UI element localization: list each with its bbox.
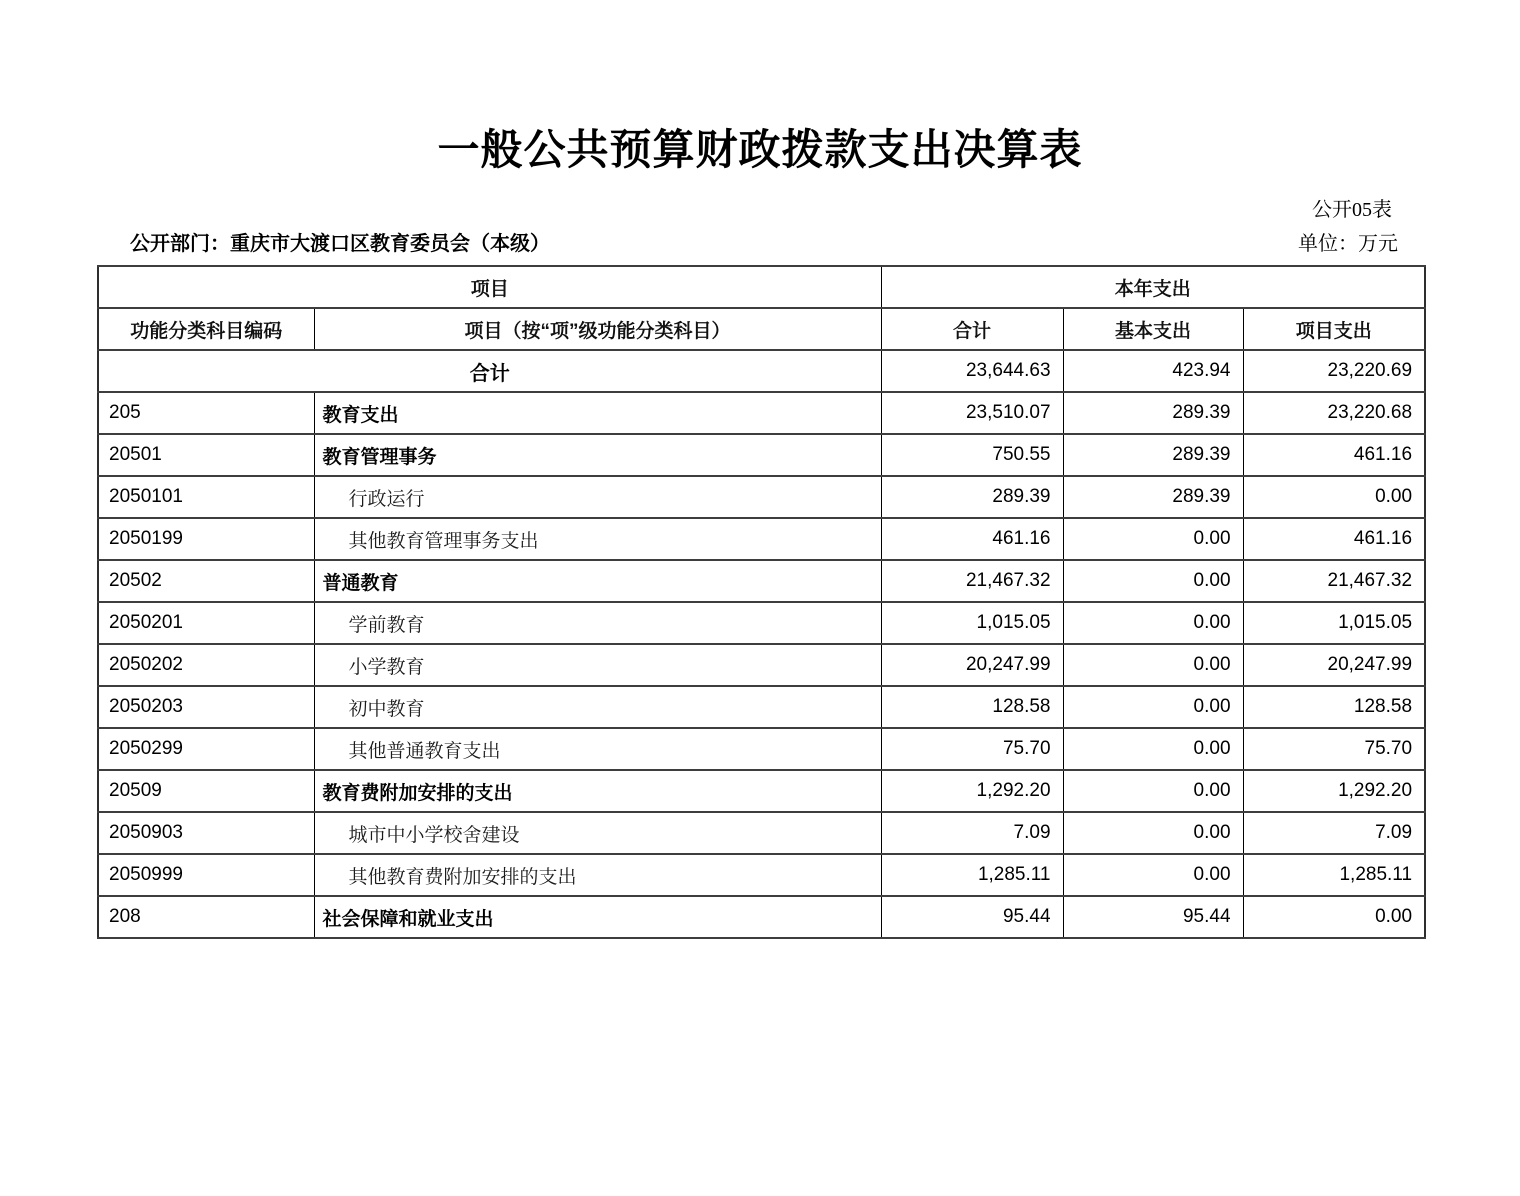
table-row (98, 644, 1425, 686)
name-cell: 小学教育 (314, 644, 881, 686)
name-cell: 其他教育费附加安排的支出 (314, 854, 881, 896)
header-expenditure-group: 本年支出 (881, 266, 1425, 308)
table-body (98, 350, 1425, 938)
header-col-project: 项目支出 (1243, 308, 1425, 350)
project-cell: 1,285.11 (1243, 854, 1425, 896)
basic-cell: 0.00 (1063, 644, 1243, 686)
table-row (98, 434, 1425, 476)
basic-cell: 289.39 (1063, 476, 1243, 518)
code-cell: 2050203 (98, 686, 314, 728)
meta-row (97, 230, 1424, 258)
table-row (98, 896, 1425, 938)
unit-label: 单位：万元 (1298, 233, 1398, 255)
header-row-groups (98, 266, 1425, 308)
table-row (98, 686, 1425, 728)
project-cell: 0.00 (1243, 896, 1425, 938)
table-row (98, 728, 1425, 770)
name-cell: 教育管理事务 (314, 434, 881, 476)
total-cell: 21,467.32 (881, 560, 1063, 602)
basic-cell: 0.00 (1063, 602, 1243, 644)
table-row (98, 560, 1425, 602)
total-cell: 20,247.99 (881, 644, 1063, 686)
name-cell: 行政运行 (314, 476, 881, 518)
name-cell: 城市中小学校舍建设 (314, 812, 881, 854)
total-cell: 95.44 (881, 896, 1063, 938)
code-cell: 2050101 (98, 476, 314, 518)
total-cell: 23,644.63 (881, 350, 1063, 392)
document-page (0, 122, 1520, 1196)
code-cell: 208 (98, 896, 314, 938)
code-cell: 20509 (98, 770, 314, 812)
name-cell: 普通教育 (314, 560, 881, 602)
project-cell: 461.16 (1243, 518, 1425, 560)
table-row (98, 602, 1425, 644)
header-row-columns (98, 308, 1425, 350)
meta-block (97, 196, 1424, 258)
total-cell: 461.16 (881, 518, 1063, 560)
basic-cell: 0.00 (1063, 560, 1243, 602)
code-cell: 2050201 (98, 602, 314, 644)
code-cell: 2050999 (98, 854, 314, 896)
project-cell: 1,292.20 (1243, 770, 1425, 812)
table-row (98, 518, 1425, 560)
name-cell: 其他普通教育支出 (314, 728, 881, 770)
name-cell: 教育费附加安排的支出 (314, 770, 881, 812)
project-cell: 0.00 (1243, 476, 1425, 518)
basic-cell: 289.39 (1063, 434, 1243, 476)
department-label: 公开部门：重庆市大渡口区教育委员会（本级） (130, 233, 550, 255)
basic-cell: 95.44 (1063, 896, 1243, 938)
name-cell: 教育支出 (314, 392, 881, 434)
total-cell: 23,510.07 (881, 392, 1063, 434)
header-col-code: 功能分类科目编码 (98, 308, 314, 350)
total-cell: 1,015.05 (881, 602, 1063, 644)
code-cell: 20501 (98, 434, 314, 476)
basic-cell: 0.00 (1063, 686, 1243, 728)
header-col-name: 项目（按“项”级功能分类科目） (314, 308, 881, 350)
project-cell: 1,015.05 (1243, 602, 1425, 644)
code-cell: 2050202 (98, 644, 314, 686)
basic-cell: 0.00 (1063, 854, 1243, 896)
code-cell: 2050903 (98, 812, 314, 854)
project-cell: 461.16 (1243, 434, 1425, 476)
project-cell: 128.58 (1243, 686, 1425, 728)
code-cell: 2050199 (98, 518, 314, 560)
total-cell: 750.55 (881, 434, 1063, 476)
basic-cell: 0.00 (1063, 518, 1243, 560)
total-cell: 1,292.20 (881, 770, 1063, 812)
project-cell: 75.70 (1243, 728, 1425, 770)
table-row (98, 854, 1425, 896)
basic-cell: 289.39 (1063, 392, 1243, 434)
basic-cell: 0.00 (1063, 812, 1243, 854)
total-cell: 7.09 (881, 812, 1063, 854)
table-row (98, 392, 1425, 434)
table-row (98, 770, 1425, 812)
total-cell: 75.70 (881, 728, 1063, 770)
table-row (98, 350, 1425, 392)
name-cell: 社会保障和就业支出 (314, 896, 881, 938)
total-cell: 1,285.11 (881, 854, 1063, 896)
basic-cell: 0.00 (1063, 728, 1243, 770)
header-col-total: 合计 (881, 308, 1063, 350)
table-row (98, 812, 1425, 854)
project-cell: 23,220.68 (1243, 392, 1425, 434)
name-cell: 其他教育管理事务支出 (314, 518, 881, 560)
table-header (98, 266, 1425, 350)
name-cell: 初中教育 (314, 686, 881, 728)
name-cell: 学前教育 (314, 602, 881, 644)
page-title: 一般公共预算财政拨款支出决算表 (437, 126, 1083, 173)
total-cell: 289.39 (881, 476, 1063, 518)
project-cell: 7.09 (1243, 812, 1425, 854)
basic-cell: 423.94 (1063, 350, 1243, 392)
project-cell: 20,247.99 (1243, 644, 1425, 686)
basic-cell: 0.00 (1063, 770, 1243, 812)
code-cell: 20502 (98, 560, 314, 602)
code-cell: 205 (98, 392, 314, 434)
project-cell: 21,467.32 (1243, 560, 1425, 602)
budget-table (97, 265, 1426, 939)
header-col-basic: 基本支出 (1063, 308, 1243, 350)
table-number: 公开05表 (1312, 199, 1392, 221)
header-item-group: 项目 (98, 266, 881, 308)
row-label-cell: 合计 (98, 350, 881, 392)
table-row (98, 476, 1425, 518)
total-cell: 128.58 (881, 686, 1063, 728)
code-cell: 2050299 (98, 728, 314, 770)
project-cell: 23,220.69 (1243, 350, 1425, 392)
